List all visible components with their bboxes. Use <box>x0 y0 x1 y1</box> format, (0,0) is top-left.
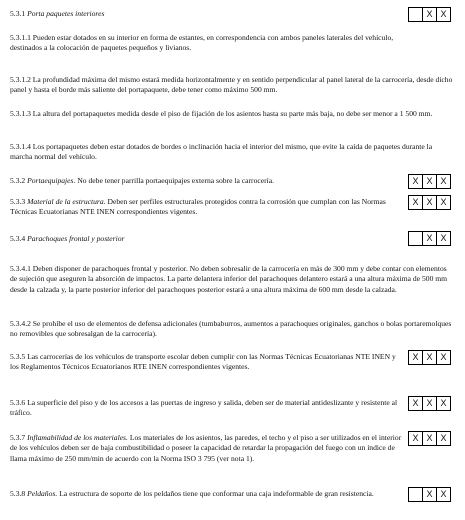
check-cell: X <box>437 175 451 189</box>
section-number: 5.3.4.1 <box>10 264 31 273</box>
section-number: 5.3.4.2 <box>10 319 31 328</box>
section-5-3-4-1 <box>10 264 455 295</box>
section-title: Inflamabilidad de los materiales. <box>27 433 128 442</box>
section-number: 5.3.1.2 <box>10 75 31 84</box>
check-cell <box>409 488 423 502</box>
check-cell: X <box>423 432 437 446</box>
check-grid-5-3-2 <box>408 174 451 189</box>
section-text: Los materiales de los asientos, las paredes, el techo y el piso a ser utilizados en el interior de los vehículos deben ser de baja combustibilidad o poseer la capacidad de retardar la propagación del fuego con un índice de llama máximo de 250 mm/min de acuerdo con la Norma ISO 3 795 (ver nota 1). <box>10 433 402 463</box>
check-cell: X <box>437 488 451 502</box>
section-5-3-2 <box>10 176 405 186</box>
section-text: Se prohíbe el uso de elementos de defensa adicionales (tumbaburros, aumentos a parachoques originales, ganchos o bolas portaremolques no removibles que sobresalgan de la carrocería). <box>10 319 452 339</box>
section-text: No debe tener parrilla portaequipajes externa sobre la carrocería. <box>77 176 275 185</box>
check-cell: X <box>423 196 437 210</box>
check-grid-5-3-7 <box>408 431 451 446</box>
section-title: Portaequipajes. <box>27 176 76 185</box>
check-grid-5-3-6 <box>408 396 451 411</box>
check-cell: X <box>423 351 437 365</box>
section-text: Las carrocerías de los vehículos de transporte escolar deben cumplir con las Normas Técnicas Ecuatorianas NTE INEN y los Reglamentos Técnicos Ecuatorianos RTE INEN correspondientes vigentes. <box>10 352 396 372</box>
section-title: Peldaños. <box>27 489 58 498</box>
check-cell: X <box>437 196 451 210</box>
check-cell: X <box>409 397 423 411</box>
section-number: 5.3.4 <box>10 234 26 243</box>
section-5-3-1 <box>10 9 400 19</box>
section-number: 5.3.6 <box>10 398 26 407</box>
section-number: 5.3.7 <box>10 433 26 442</box>
section-number: 5.3.8 <box>10 489 26 498</box>
section-text: Pueden estar dotados en su interior en forma de estantes, en correspondencia con ambos paneles laterales del vehículo, destinados a la colocación de paquetes pequeños y livianos. <box>10 33 394 53</box>
check-cell: X <box>409 175 423 189</box>
section-text: La altura del portapaquetes medida desde el piso de fijación de los asientos hasta su parte más baja, no debe ser menor a 1 500 mm. <box>32 109 433 118</box>
section-5-3-5 <box>10 352 402 373</box>
check-cell: X <box>437 432 451 446</box>
check-cell: X <box>437 232 451 246</box>
check-grid-5-3-8 <box>408 487 451 502</box>
section-number: 5.3.1.4 <box>10 142 31 151</box>
check-cell <box>409 232 423 246</box>
section-text: La estructura de soporte de los peldaños tiene que conformar una caja indeformable de gran resistencia. <box>59 489 374 498</box>
check-cell: X <box>409 351 423 365</box>
section-5-3-3 <box>10 197 402 218</box>
section-number: 5.3.3 <box>10 197 26 206</box>
check-grid-5-3-4 <box>408 231 451 246</box>
section-number: 5.3.5 <box>10 352 26 361</box>
section-5-3-1-4 <box>10 142 455 163</box>
check-cell: X <box>437 351 451 365</box>
section-title: Porta paquetes interiores <box>27 9 105 18</box>
check-cell: X <box>437 8 451 22</box>
section-number: 5.3.1.1 <box>10 33 31 42</box>
section-5-3-6 <box>10 398 402 419</box>
section-5-3-1-3 <box>10 109 455 119</box>
check-cell: X <box>423 488 437 502</box>
section-number: 5.3.2 <box>10 176 26 185</box>
section-5-3-8 <box>10 489 402 499</box>
section-number: 5.3.1 <box>10 9 26 18</box>
section-text: Deben disponer de parachoques frontal y posterior. No deben sobresalir de la carrocería en más de 300 mm y debe contar con elementos de sujeción que aseguren la absorción de impactos. La parte delantera inferior del parachoques delantero estará a una altura máxima de 500 mm desde la calzada y, la parte posterior inferior del parachoques posterior estará a una altura máxima de 600 mm desde la calzada. <box>10 264 448 294</box>
section-number: 5.3.1.3 <box>10 109 31 118</box>
check-cell <box>409 8 423 22</box>
section-text: Los portapaquetes deben estar dotados de bordes o inclinación hacia el interior del mismo, que evite la caída de paquetes durante la marcha normal del vehículo. <box>10 142 433 162</box>
section-text: Deben ser perfiles estructurales protegidos contra la corrosión que cumplan con las Normas Técnicas Ecuatorianas NTE INEN correspondientes vigentes. <box>10 197 386 217</box>
section-5-3-7 <box>10 433 402 464</box>
section-title: Parachoques frontal y posterior <box>27 234 125 243</box>
check-cell: X <box>423 8 437 22</box>
check-cell: X <box>409 196 423 210</box>
section-text: La superficie del piso y de los accesos a las puertas de ingreso y salida, deben ser de material antideslizante y resistente al tráfico. <box>10 398 398 418</box>
section-5-3-4 <box>10 234 400 244</box>
section-text: La profundidad máxima del mismo estará medida horizontalmente y en sentido perpendicular al panel lateral de la carrocería, desde dicho panel y hasta el borde más saliente del portapaquete, debe tener como máximo 500 mm. <box>10 75 453 95</box>
check-cell: X <box>423 232 437 246</box>
check-cell: X <box>437 397 451 411</box>
section-5-3-1-1 <box>10 33 410 54</box>
check-cell: X <box>409 432 423 446</box>
check-cell: X <box>423 175 437 189</box>
section-5-3-1-2 <box>10 75 455 96</box>
section-5-3-4-2 <box>10 319 455 340</box>
section-title: Material de la estructura. <box>27 197 106 206</box>
check-grid-5-3-5 <box>408 350 451 365</box>
check-grid-5-3-3 <box>408 195 451 210</box>
check-grid-5-3-1 <box>408 7 451 22</box>
check-cell: X <box>423 397 437 411</box>
